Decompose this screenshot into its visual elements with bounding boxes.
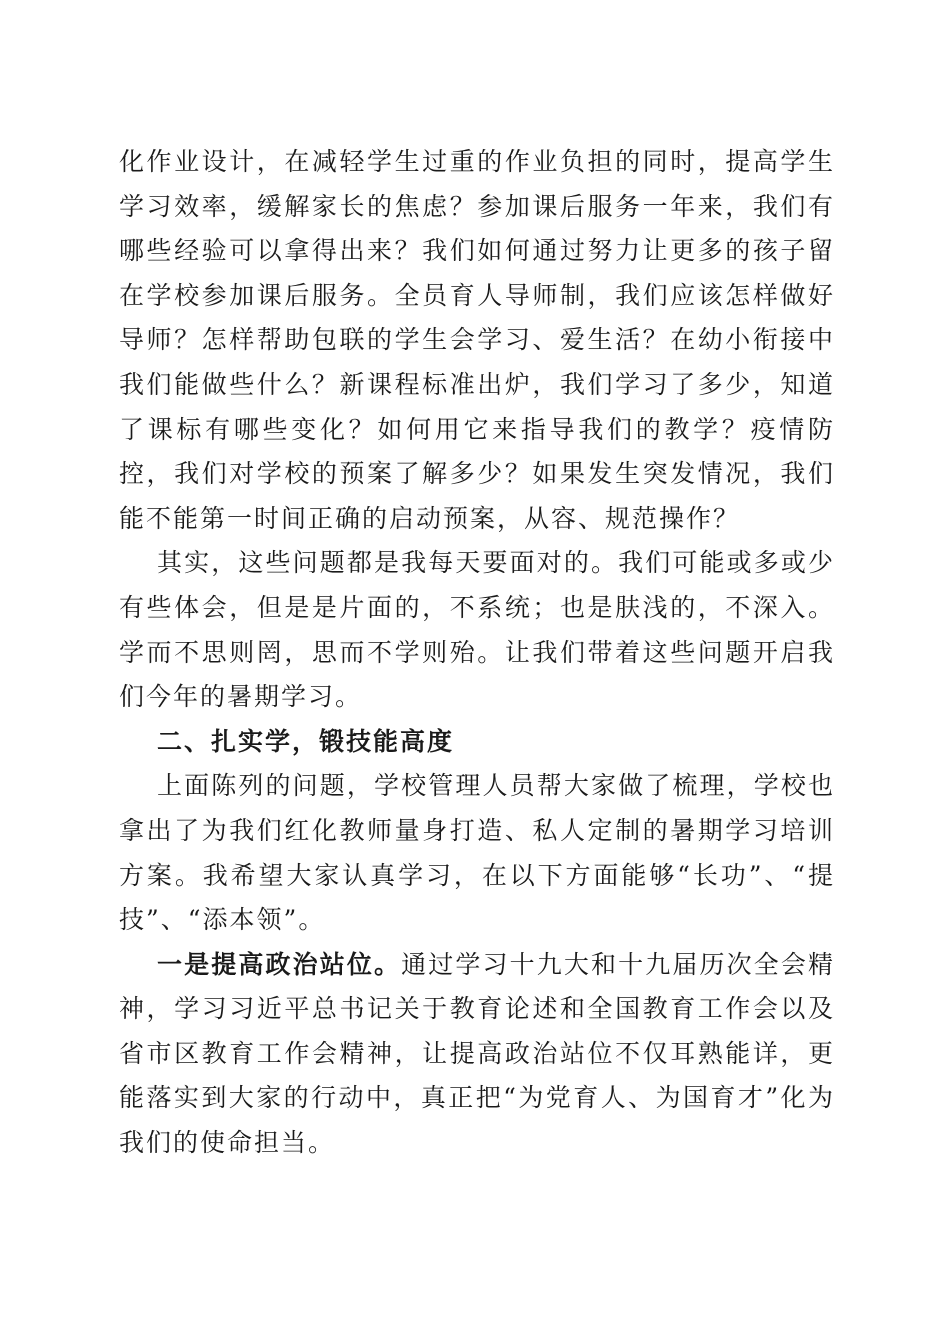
paragraph-4-body: 通过学习十九大和十九届历次全会精神，学习习近平总书记关于教育论述和全国教育工作会以及省市区教育工作会精神，让提高政治站位不仅耳熟能详，更能落实到大家的行动中，真正把“为党育人、为国育才”化为我们的使命担当。 [119,949,835,1158]
paragraph-3: 上面陈列的问题，学校管理人员帮大家做了梳理，学校也拿出了为我们红化教师量身打造、私人定制的暑期学习培训方案。我希望大家认真学习，在以下方面能够“长功”、“提技”、“添本领”。 [119,771,835,935]
section-heading-2: 二、扎实学，锻技能高度 [157,726,455,756]
paragraph-1: 化作业设计，在减轻学生过重的作业负担的同时，提高学生学习效率，缓解家长的焦虑？参加课后服务一年来，我们有哪些经验可以拿得出来？我们如何通过努力让更多的孩子留在学校参加课后服务。全员育人导师制，我们应该怎样做好导师？怎样帮助包联的学生会学习、爱生活？在幼小衔接中我们能做些什么？新课程标准出炉，我们学习了多少，知道了课标有哪些变化？如何用它来指导我们的教学？疫情防控，我们对学校的预案了解多少？如果发生突发情况，我们能不能第一时间正确的启动预案，从容、规范操作？ [119,147,835,533]
paragraph-4-lead: 一是提高政治站位。 [157,949,402,979]
paragraph-4 [119,943,835,1166]
paragraph-2: 其实，这些问题都是我每天要面对的。我们可能或多或少有些体会，但是是片面的，不系统；也是肤浅的，不深入。学而不思则罔，思而不学则殆。让我们带着这些问题开启我们今年的暑期学习。 [119,548,835,712]
document-body [119,140,835,1166]
